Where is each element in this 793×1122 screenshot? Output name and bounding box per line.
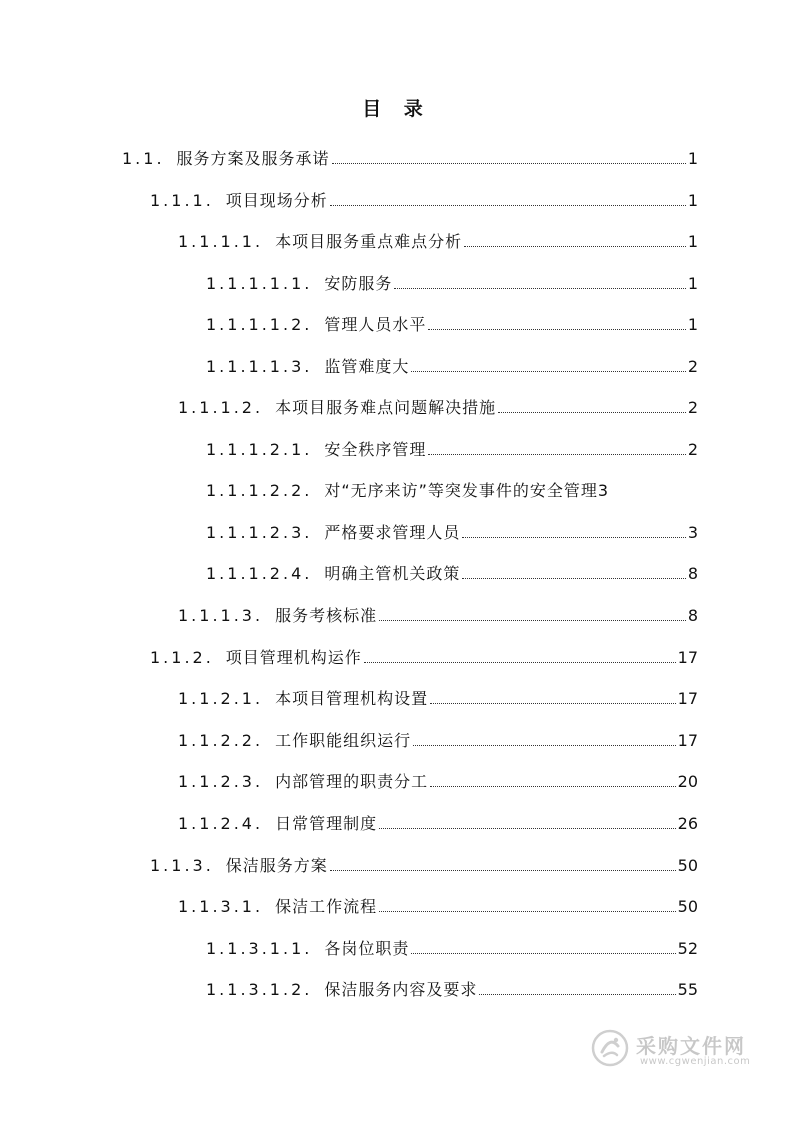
toc-entry-number: 1.1.3.1.2. xyxy=(206,980,313,999)
toc-entry-title: 对“无序来访”等突发事件的安全管理 xyxy=(324,481,598,500)
toc-entry[interactable] xyxy=(206,976,698,1000)
toc-dot-leader xyxy=(430,703,676,704)
toc-entry-number: 1.1.1.1.3. xyxy=(206,357,313,376)
toc-entry-title: 保洁服务方案 xyxy=(225,856,328,875)
toc-dot-leader xyxy=(394,288,685,289)
toc-dot-leader xyxy=(413,745,676,746)
toc-entry-number: 1.1.3.1.1. xyxy=(206,939,313,958)
toc-entry-title: 保洁工作流程 xyxy=(275,897,378,916)
toc-entry[interactable] xyxy=(178,685,698,709)
toc-dot-leader xyxy=(430,786,676,787)
toc-dot-leader xyxy=(428,329,685,330)
toc-entry-number: 1.1.2. xyxy=(150,648,214,667)
toc-entry-title: 项目现场分析 xyxy=(225,191,328,210)
toc-entry-page: 8 xyxy=(687,606,698,625)
toc-dot-leader xyxy=(379,828,676,829)
toc-entry-number: 1.1.2.1. xyxy=(178,689,264,708)
toc-entry-title: 本项目管理机构设置 xyxy=(275,689,429,708)
toc-dot-leader xyxy=(462,578,685,579)
toc-entry-title: 服务方案及服务承诺 xyxy=(176,149,330,168)
toc-entry-page: 20 xyxy=(677,772,698,791)
toc-entry-number: 1.1.3.1. xyxy=(178,897,264,916)
toc-entry-page: 1 xyxy=(687,191,698,210)
toc-entry-number: 1.1.2.2. xyxy=(178,731,264,750)
toc-entry-title: 明确主管机关政策 xyxy=(324,564,461,583)
toc-entry-page: 8 xyxy=(687,564,698,583)
toc-entry[interactable] xyxy=(206,560,698,584)
toc-entry[interactable] xyxy=(150,852,698,876)
toc-entry[interactable] xyxy=(206,353,698,377)
toc-entry-title: 各岗位职责 xyxy=(324,939,410,958)
toc-entry-title: 本项目服务重点难点分析 xyxy=(275,232,463,251)
watermark xyxy=(590,1024,750,1074)
toc-entry-number: 1.1.1.3. xyxy=(178,606,264,625)
toc-entry[interactable] xyxy=(178,810,698,834)
toc-entry-number: 1.1.1.1.2. xyxy=(206,315,313,334)
toc-entry-number: 1.1.1.1. xyxy=(178,232,264,251)
toc-entry-title: 保洁服务内容及要求 xyxy=(324,980,478,999)
toc-dot-leader xyxy=(330,870,676,871)
toc-entry-number: 1.1.2.3. xyxy=(178,772,264,791)
toc-entry[interactable] xyxy=(178,228,698,252)
toc-entry-number: 1.1.1.2.1. xyxy=(206,440,313,459)
toc-entry[interactable] xyxy=(206,436,698,460)
toc-entry-number: 1.1.1.2.2. xyxy=(206,481,313,500)
toc-entry-page: 1 xyxy=(687,149,698,168)
toc-entry[interactable] xyxy=(150,644,698,668)
toc-entry-number: 1.1.1.1.1. xyxy=(206,274,313,293)
toc-entry-page: 2 xyxy=(687,440,698,459)
toc-dot-leader xyxy=(364,662,676,663)
toc-entry[interactable] xyxy=(206,519,698,543)
toc-entry-title: 项目管理机构运作 xyxy=(225,648,362,667)
toc-entry[interactable] xyxy=(206,270,698,294)
toc-dot-leader xyxy=(428,454,685,455)
toc-entry-title: 日常管理制度 xyxy=(275,814,378,833)
toc-entry[interactable] xyxy=(178,394,698,418)
cgwenjian-logo-icon xyxy=(590,1028,630,1068)
toc-entry-number: 1.1.1.2.4. xyxy=(206,564,313,583)
page-title: 目 录 xyxy=(362,98,431,120)
toc-entry-page: 50 xyxy=(677,897,698,916)
toc-entry-title: 安全秩序管理 xyxy=(324,440,427,459)
toc-dot-leader xyxy=(479,994,675,995)
toc-entry-page: 55 xyxy=(677,980,698,999)
toc-entry[interactable] xyxy=(206,935,698,959)
toc-dot-leader xyxy=(330,205,686,206)
toc-entry-page: 1 xyxy=(687,274,698,293)
toc-entry-page: 17 xyxy=(677,689,698,708)
toc-entry-title: 服务考核标准 xyxy=(275,606,378,625)
watermark-url: www.cgwenjian.com xyxy=(640,1056,751,1067)
toc-dot-leader xyxy=(411,371,685,372)
toc-entry-number: 1.1. xyxy=(122,149,165,168)
toc-entry[interactable] xyxy=(178,893,698,917)
toc-entry-page: 17 xyxy=(677,731,698,750)
toc-entry[interactable] xyxy=(178,768,698,792)
toc-entry-title: 工作职能组织运行 xyxy=(275,731,412,750)
toc-dot-leader xyxy=(379,911,676,912)
toc-dot-leader xyxy=(379,620,686,621)
toc-entry-number: 1.1.3. xyxy=(150,856,214,875)
toc-entry-number: 1.1.1. xyxy=(150,191,214,210)
toc-entry-page: 2 xyxy=(687,398,698,417)
toc-entry-page: 17 xyxy=(677,648,698,667)
toc-entry[interactable] xyxy=(178,602,698,626)
toc-dot-leader xyxy=(498,412,686,413)
toc-entry-page: 52 xyxy=(677,939,698,958)
toc-entry-title: 安防服务 xyxy=(324,274,393,293)
toc-dot-leader xyxy=(462,537,685,538)
toc-entry-title: 内部管理的职责分工 xyxy=(275,772,429,791)
toc-entry-page: 2 xyxy=(687,357,698,376)
toc-entry-number: 1.1.2.4. xyxy=(178,814,264,833)
toc-entry-number: 1.1.1.2.3. xyxy=(206,523,313,542)
toc-entry[interactable] xyxy=(206,477,698,501)
toc-entry-number: 1.1.1.2. xyxy=(178,398,264,417)
toc-entry-page: 3 xyxy=(597,481,609,500)
toc-entry-title: 监管难度大 xyxy=(324,357,410,376)
toc-entry[interactable] xyxy=(150,187,698,211)
toc-entry-page: 26 xyxy=(677,814,698,833)
toc-entry-title: 严格要求管理人员 xyxy=(324,523,461,542)
toc-entry-page: 1 xyxy=(687,315,698,334)
toc-entry-page: 1 xyxy=(687,232,698,251)
toc-dot-leader xyxy=(464,246,686,247)
toc-entry[interactable] xyxy=(206,311,698,335)
toc-entry-title: 管理人员水平 xyxy=(324,315,427,334)
toc-dot-leader xyxy=(411,953,675,954)
toc-entry[interactable] xyxy=(178,727,698,751)
toc-dot-leader xyxy=(332,163,686,164)
toc-entry-title: 本项目服务难点问题解决措施 xyxy=(275,398,497,417)
toc-entry[interactable] xyxy=(122,145,698,169)
toc-entry-page: 3 xyxy=(687,523,698,542)
watermark-name: 采购文件网 xyxy=(636,1034,746,1058)
toc-entry-page: 50 xyxy=(677,856,698,875)
